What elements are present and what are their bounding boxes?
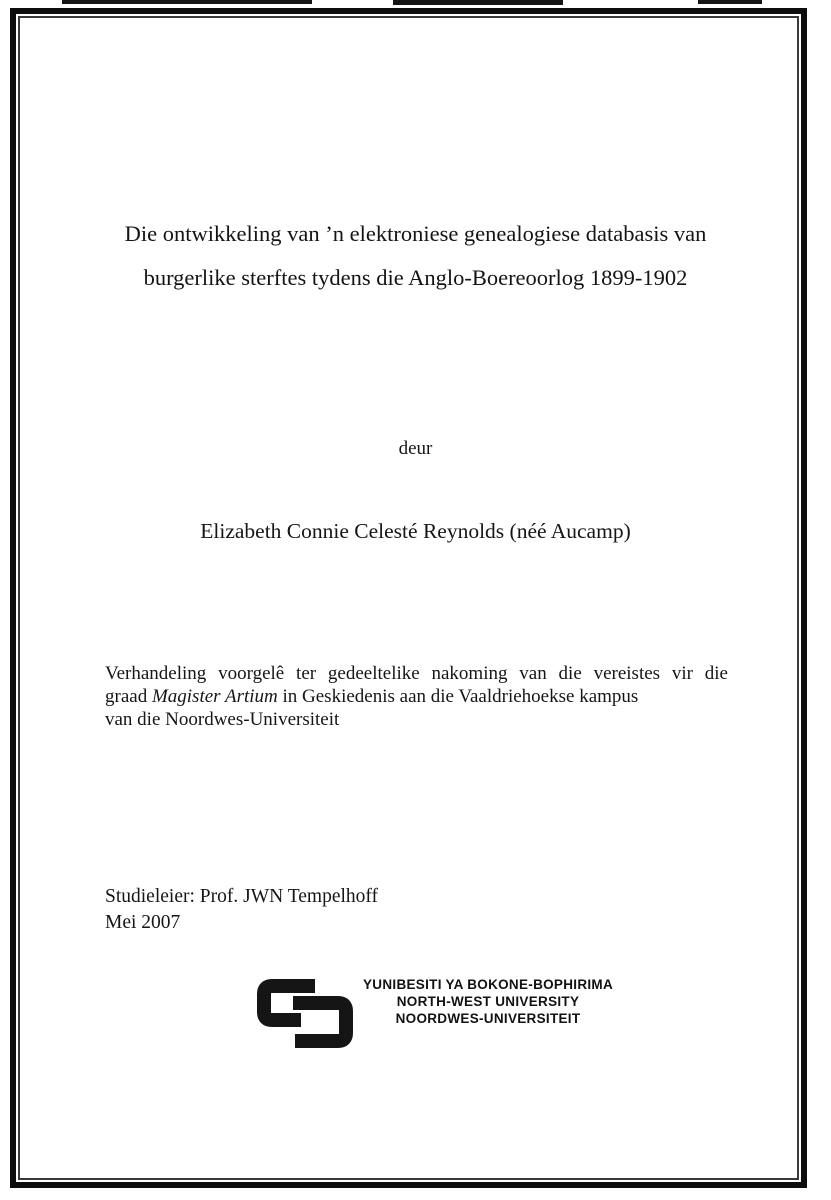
degree-statement-line-1: Verhandeling voorgelê ter gedeeltelike nakoming van die vereistes vir die [105,663,728,684]
degree-statement-line-2-prefix: graad [105,686,152,707]
logo-line-english: NORTH-WEST UNIVERSITY [396,994,580,1009]
degree-statement-line-2-suffix: in Geskiedenis aan die Vaaldriehoekse kampus [277,686,639,707]
scan-artifact [393,0,563,5]
scan-artifact [698,0,762,4]
thesis-title-line-1: Die ontwikkeling van ’n elektroniese genealogiese databasis van [124,221,707,246]
byline-label: deur [398,438,433,459]
scan-artifact [62,0,312,4]
thesis-title [40,212,791,300]
nwu-interlocking-links-icon [256,978,354,1050]
author-name: Elizabeth Connie Celesté Reynolds (néé Aucamp) [200,519,631,543]
degree-statement [105,662,728,731]
degree-statement-line-2 [105,685,728,708]
university-logo-text [362,976,614,1027]
date-line: Mei 2007 [105,912,181,933]
logo-line-setswana: YUNIBESITI YA BOKONE-BOPHIRIMA [362,977,614,992]
supervisor-block [105,884,378,936]
logo-line-afrikaans: NOORDWES-UNIVERSITEIT [395,1011,581,1026]
degree-statement-line-3: van die Noordwes-Universiteit [105,709,340,730]
thesis-title-line-2: burgerlike sterftes tydens die Anglo-Boereoorlog 1899-1902 [143,265,688,290]
supervisor-line: Studieleier: Prof. JWN Tempelhoff [105,886,379,907]
university-logo [256,975,614,1050]
degree-name-italic: Magister Artium [151,686,278,707]
